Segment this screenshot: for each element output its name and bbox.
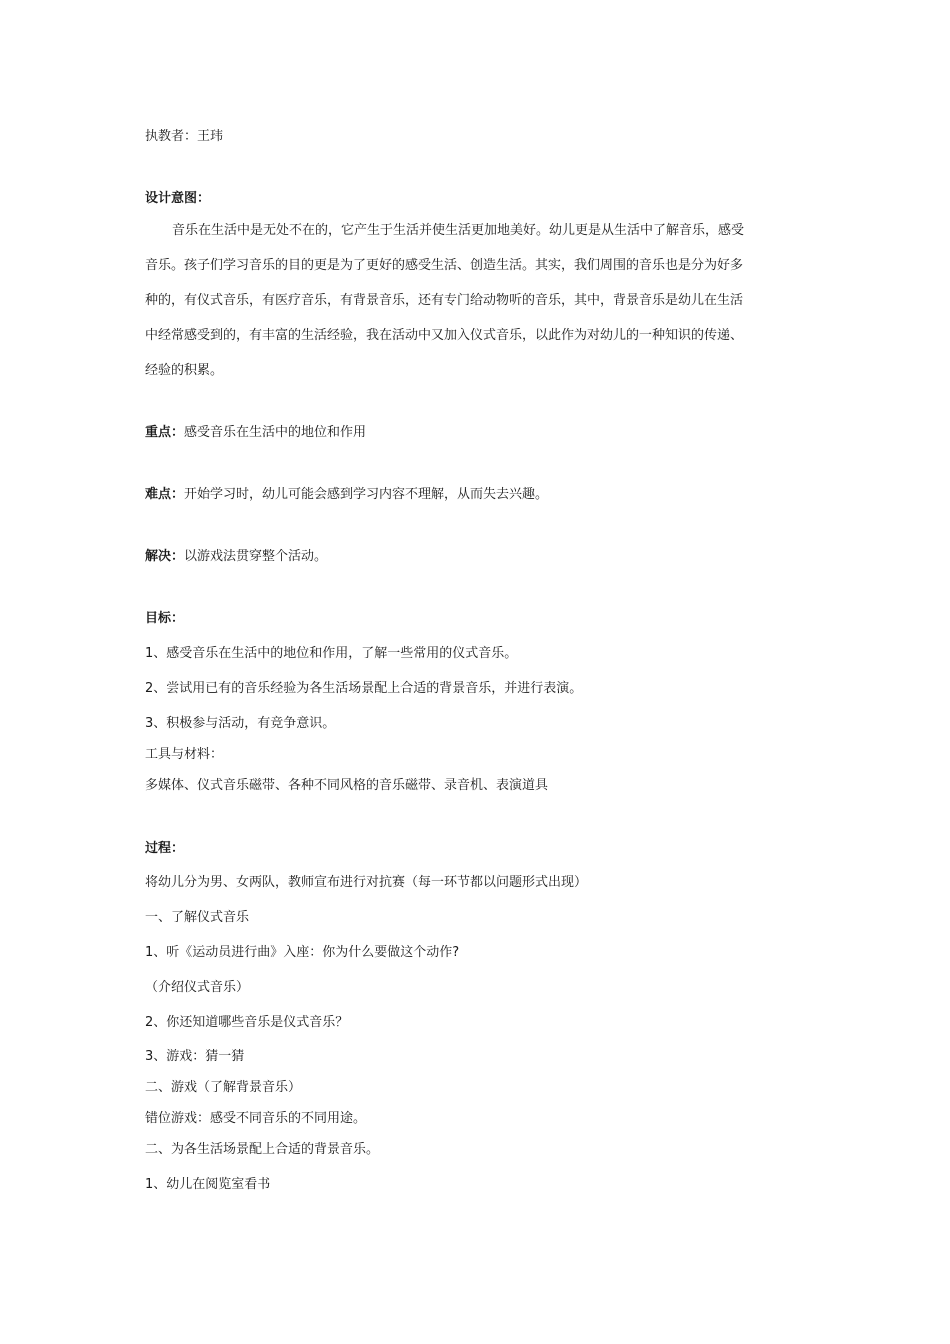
difficulty-text: 开始学习时，幼儿可能会感到学习内容不理解，从而失去兴趣。 (184, 487, 549, 502)
difficulty-line (145, 486, 548, 504)
process-line: 二、游戏（了解背景音乐） (145, 1080, 302, 1095)
materials-text: 多媒体、仪式音乐磁带、各种不同风格的音乐磁带、录音机、表演道具 (145, 778, 549, 793)
process-line: 将幼儿分为男、女两队，教师宣布进行对抗赛（每一环节都以问题形式出现） (145, 875, 588, 890)
process-line: （介绍仪式音乐） (145, 980, 250, 995)
goal-item: 1、感受音乐在生活中的地位和作用，了解一些常用的仪式音乐。 (145, 646, 518, 661)
solution-label: 解决： (145, 549, 185, 564)
key-point-label: 重点： (145, 425, 185, 440)
design-intent-line: 中经常感受到的，有丰富的生活经验，我在活动中又加入仪式音乐，以此作为对幼儿的一种知识的传递、 (145, 328, 744, 343)
design-intent-line: 音乐。孩子们学习音乐的目的更是为了更好的感受生活、创造生活。其实，我们周围的音乐也是分为好多 (145, 258, 744, 273)
design-intent-line: 音乐在生活中是无处不在的，它产生于生活并使生活更加地美好。幼儿更是从生活中了解音乐，感受 (172, 223, 745, 238)
solution-text: 以游戏法贯穿整个活动。 (184, 549, 328, 564)
design-intent-heading: 设计意图： (145, 191, 211, 206)
process-line: 错位游戏：感受不同音乐的不同用途。 (145, 1111, 367, 1126)
process-line: 1、听《运动员进行曲》入座：你为什么要做这个动作? (145, 945, 460, 960)
goal-item: 2、尝试用已有的音乐经验为各生活场景配上合适的背景音乐，并进行表演。 (145, 681, 583, 696)
process-heading: 过程： (145, 841, 185, 856)
design-intent-line: 种的，有仪式音乐，有医疗音乐，有背景音乐，还有专门给动物听的音乐，其中，背景音乐是幼儿在生活 (145, 293, 744, 308)
key-point-line (145, 424, 366, 442)
materials-heading: 工具与材料： (145, 747, 224, 762)
design-intent-line: 经验的积累。 (145, 363, 224, 378)
goals-heading: 目标： (145, 611, 185, 626)
solution-line (145, 548, 327, 566)
key-point-text: 感受音乐在生活中的地位和作用 (184, 425, 367, 440)
process-line: 3、游戏：猜一猜 (145, 1049, 245, 1064)
process-line: 一、了解仪式音乐 (145, 910, 250, 925)
goal-item: 3、积极参与活动，有竞争意识。 (145, 716, 336, 731)
process-line: 1、幼儿在阅览室看书 (145, 1177, 271, 1192)
author-line: 执教者：王玮 (145, 129, 224, 144)
process-line: 2、你还知道哪些音乐是仪式音乐？ (145, 1015, 349, 1030)
difficulty-label: 难点： (145, 487, 185, 502)
process-line: 二、为各生活场景配上合适的背景音乐。 (145, 1142, 380, 1157)
